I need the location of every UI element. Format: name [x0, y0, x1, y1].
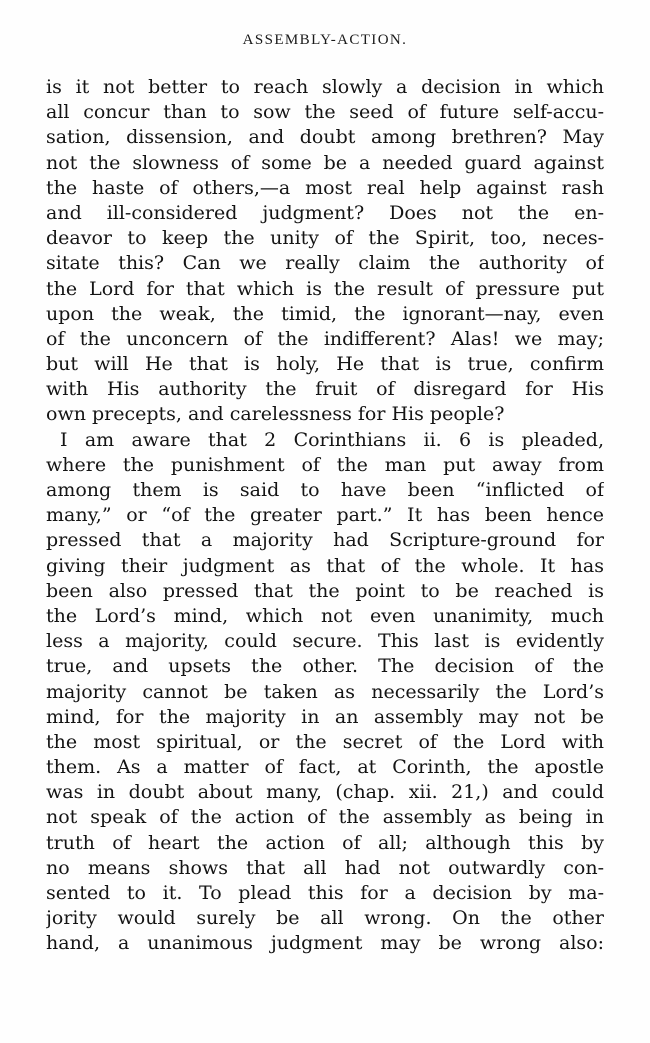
- text-line: the most spiritual, or the secret of the Lord with: [46, 730, 604, 753]
- text-line: all concur than to sow the seed of future self-accu-: [46, 101, 604, 124]
- text-line: mind, for the majority in an assembly may not be: [46, 705, 604, 728]
- text-line: with His authority the fruit of disregard for His: [46, 378, 604, 401]
- text-line: was in doubt about many, (chap. xii. 21,) and could: [46, 781, 604, 804]
- text-line: the Lord for that which is the result of pressure put: [46, 277, 604, 300]
- text-line: sation, dissension, and doubt among brethren? May: [46, 126, 604, 149]
- text-line: giving their judgment as that of the whole. It has: [46, 554, 604, 577]
- text-line: true, and upsets the other. The decision of the: [46, 655, 604, 678]
- text-line: upon the weak, the timid, the ignorant—nay, even: [46, 302, 604, 325]
- text-line: sented to it. To plead this for a decision by ma-: [46, 882, 604, 904]
- text-line: sitate this? Can we really claim the authority of: [46, 252, 604, 275]
- text-line: less a majority, could secure. This last is evidently: [46, 630, 604, 653]
- text-line: and ill-considered judgment? Does not the en-: [46, 201, 604, 224]
- text-line: among them is said to have been “inflicted of: [46, 479, 604, 501]
- text-line: many,” or “of the greater part.” It has been hence: [46, 504, 604, 527]
- paragraph-start-line: I am aware that 2 Corinthians ii. 6 is pleaded,: [60, 428, 604, 451]
- paragraph-end-line: own precepts, and carelessness for His people?: [46, 403, 505, 426]
- text-line: pressed that a majority had Scripture-ground for: [46, 529, 604, 552]
- text-line: not speak of the action of the assembly as being in: [46, 806, 604, 829]
- text-line: been also pressed that the point to be reached is: [46, 579, 604, 602]
- text-line: truth of heart the action of all; although this by: [46, 831, 604, 854]
- text-line: deavor to keep the unity of the Spirit, too, neces-: [46, 227, 604, 250]
- text-line: jority would surely be all wrong. On the other: [46, 907, 604, 930]
- text-line: but will He that is holy, He that is true, confirm: [46, 353, 604, 376]
- text-line: is it not better to reach slowly a decision in which: [46, 76, 604, 98]
- body-text: [46, 75, 604, 957]
- text-line: no means shows that all had not outwardly con-: [46, 856, 604, 879]
- text-line: them. As a matter of fact, at Corinth, the apostle: [46, 756, 604, 779]
- text-line: not the slowness of some be a needed guard against: [46, 151, 604, 174]
- running-head: ASSEMBLY-ACTION.: [242, 32, 408, 48]
- text-line: the Lord’s mind, which not even unanimity, much: [46, 604, 604, 627]
- text-line: hand, a unanimous judgment may be wrong also:: [46, 932, 604, 955]
- text-line: where the punishment of the man put away from: [46, 453, 604, 476]
- text-line: of the unconcern of the indifferent? Alas! we may;: [46, 327, 604, 350]
- text-line: majority cannot be taken as necessarily the Lord’s: [46, 680, 604, 703]
- text-line: the haste of others,—a most real help against rash: [46, 176, 604, 199]
